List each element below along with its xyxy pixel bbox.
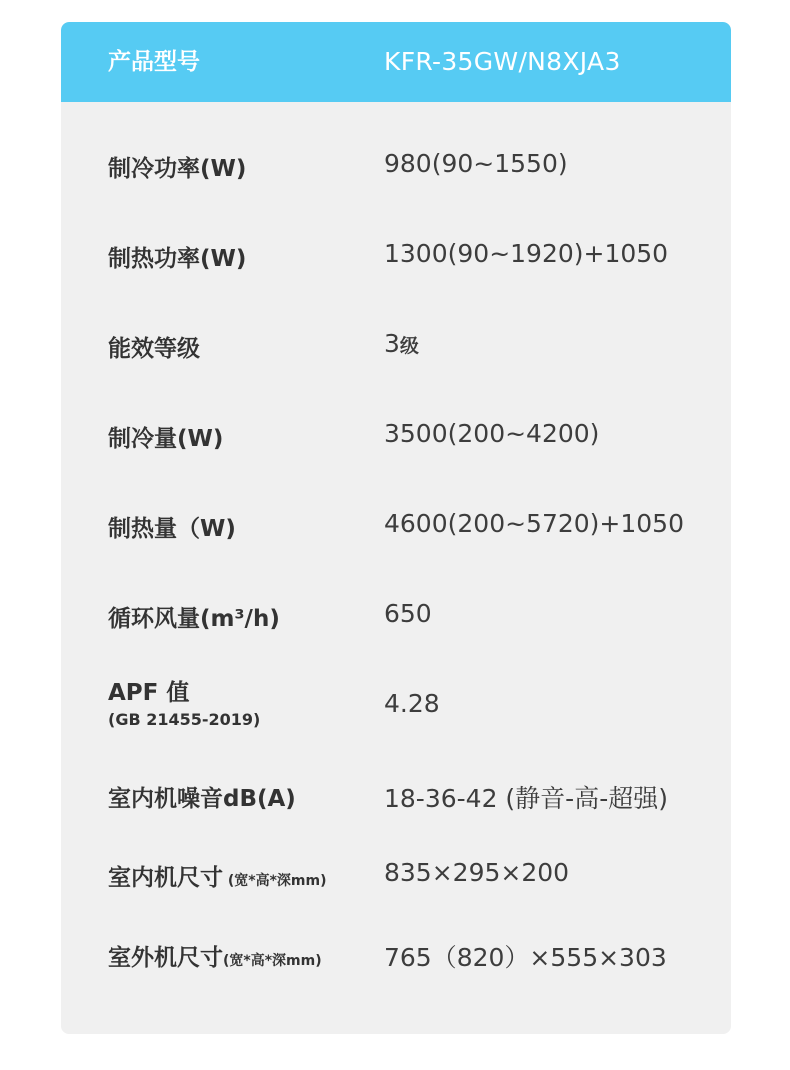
spec-label	[108, 939, 322, 972]
spec-label: 能效等级	[108, 336, 200, 362]
spec-label: 制热量（W)	[108, 516, 236, 542]
spec-value: 980(90~1550)	[384, 149, 568, 178]
spec-sublabel: (GB 21455-2019)	[108, 710, 261, 729]
spec-value: 835×295×200	[384, 858, 570, 887]
spec-card	[61, 22, 731, 1034]
spec-value: 650	[384, 599, 432, 628]
spec-value-number: 3	[384, 329, 400, 358]
spec-label: APF 值	[108, 680, 190, 706]
spec-label-unit: (宽*高*深mm)	[223, 873, 327, 889]
spec-value	[384, 329, 419, 358]
spec-header	[61, 22, 731, 102]
spec-value-unit: 级	[399, 335, 419, 357]
spec-label-main: 室内机尺寸	[108, 865, 223, 891]
spec-value: 4600(200~5720)+1050	[384, 509, 684, 538]
spec-value: 4.28	[384, 689, 440, 718]
spec-label: 制冷量(W)	[108, 426, 224, 452]
model-label: 产品型号	[108, 49, 200, 75]
spec-label: 制热功率(W)	[108, 246, 247, 272]
spec-value: 3500(200~4200)	[384, 419, 600, 448]
spec-label	[108, 859, 327, 892]
spec-label-unit: (宽*高*深mm)	[223, 953, 322, 969]
spec-label: 制冷功率(W)	[108, 156, 247, 182]
spec-value: 18-36-42 (静音-高-超强)	[384, 784, 668, 813]
model-value: KFR-35GW/N8XJA3	[384, 47, 621, 76]
spec-label-main: 室外机尺寸	[108, 945, 223, 971]
spec-value: 1300(90~1920)+1050	[384, 239, 669, 268]
spec-label: 循环风量(m³/h)	[108, 606, 280, 632]
spec-label: 室内机噪音dB(A)	[108, 786, 296, 812]
spec-value: 765（820）×555×303	[384, 943, 667, 972]
